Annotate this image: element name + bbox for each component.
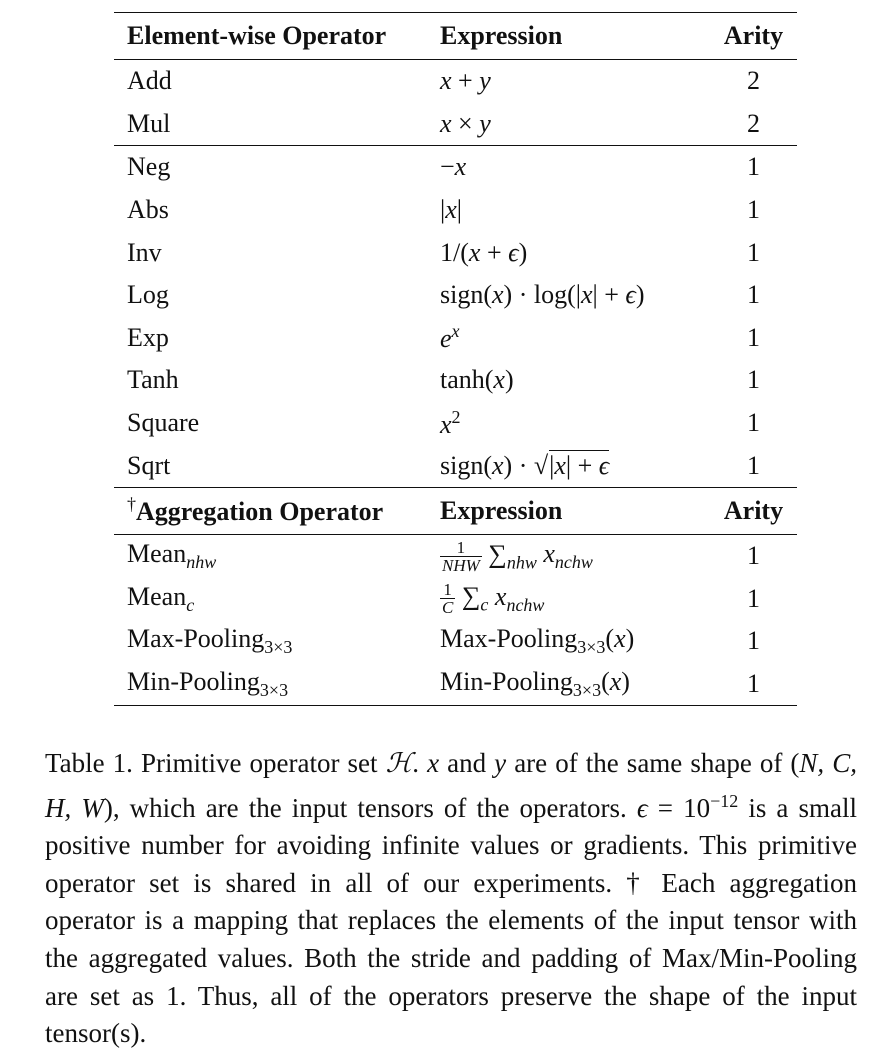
- operator-table: [114, 12, 797, 706]
- header-aggregation-operator: [114, 487, 440, 534]
- header-expression: Expression: [440, 13, 710, 60]
- op-expression: $x^2$: [440, 406, 461, 439]
- op-name: Tanh: [127, 365, 179, 395]
- op-expression: Min-Pooling$_{3\times 3}$(x): [440, 663, 710, 706]
- table-header-row: [114, 13, 797, 60]
- table-row: [114, 274, 797, 317]
- op-arity: 1: [710, 663, 797, 706]
- op-expression: $\frac{1}{C}$ $\sum_c$ $x_{nchw}$: [442, 580, 545, 618]
- op-expression: $e^x$: [440, 321, 460, 354]
- op-expression: sign(x) · √|x| + ϵ: [440, 451, 610, 481]
- op-arity: 1: [747, 626, 760, 656]
- op-name: Abs: [127, 195, 169, 225]
- table-row: [114, 359, 797, 402]
- op-arity: 1: [747, 541, 760, 571]
- table-row: [114, 189, 797, 232]
- op-arity: 1: [747, 365, 760, 395]
- header-expression: Expression: [440, 487, 710, 534]
- table-row: [114, 534, 797, 577]
- op-arity: 1: [747, 280, 760, 310]
- op-name: Square: [127, 408, 200, 438]
- header-arity: Arity: [710, 13, 797, 60]
- op-name-base: Mean: [127, 539, 187, 569]
- op-arity: 1: [747, 195, 760, 225]
- op-arity: 1: [710, 146, 797, 189]
- op-name-base: Mean: [127, 581, 187, 611]
- op-name-subscript: nhw: [186, 552, 217, 573]
- table-row: [114, 231, 797, 274]
- op-name: [114, 663, 440, 706]
- op-name: Add: [127, 66, 172, 96]
- op-expression: |x|: [440, 195, 462, 225]
- table-row: [114, 402, 797, 445]
- table-row: [114, 317, 797, 360]
- op-name: [114, 534, 440, 577]
- op-arity: 2: [747, 108, 760, 138]
- table-row: [114, 146, 797, 189]
- aggregation-header-row: [114, 487, 797, 534]
- op-expression: x × y: [440, 108, 491, 138]
- op-expression: $\frac{1}{\text{NHW}}$ $\sum_{nhw}$ $x_{nchw}$: [442, 537, 593, 575]
- table-row: [114, 578, 797, 621]
- dagger-mark: †: [127, 494, 136, 515]
- op-name: [114, 620, 440, 663]
- op-arity: 1: [747, 450, 760, 480]
- table-row: [114, 60, 797, 103]
- op-name-base: Min-Pooling: [127, 667, 260, 697]
- op-name: Log: [127, 280, 169, 310]
- table-row: [114, 444, 797, 487]
- op-expression: x + y: [440, 66, 491, 96]
- table-row: [114, 663, 797, 706]
- op-expression: tanh(x): [440, 365, 514, 395]
- op-arity: 1: [747, 408, 760, 438]
- header-operator: Element-wise Operator: [114, 13, 440, 60]
- op-name: Exp: [127, 322, 169, 352]
- op-arity: 1: [747, 237, 760, 267]
- table-row: [114, 103, 797, 146]
- op-name: Mul: [127, 108, 171, 138]
- op-expression: 1/(x + ϵ): [440, 237, 528, 267]
- header-arity: Arity: [710, 487, 797, 534]
- table-row: [114, 620, 797, 663]
- op-name-base: Max-Pooling: [127, 624, 265, 654]
- op-arity: 1: [747, 583, 760, 613]
- op-name-subscript: c: [186, 594, 195, 615]
- op-name-subscript: 3×3: [264, 637, 293, 658]
- table-caption: Table 1. Primitive operator set ℋ. x and y are of the same shape of (N, C, H, W), which are the input tensors of the operators. $\epsilon = 10^{-12}$ is a small positive number for avoiding infinite values or gradients. This primitive operator set is shared in all of our experiments. † Each aggregation operator is a mapping that replaces the elements of the input tensor with the aggregated values. Both the stride and padding of Max/Min-Pooling are set as 1. Thus, all of the operators preserve the shape of the input tensor(s).: [45, 748, 857, 1049]
- op-expression: −x: [440, 146, 710, 189]
- op-arity: 1: [747, 322, 760, 352]
- op-expression: sign(x) · log(|x| + ϵ): [440, 280, 645, 310]
- header-aggregation-label: Aggregation Operator: [136, 497, 384, 527]
- op-name-subscript: 3×3: [259, 680, 289, 701]
- op-name: Sqrt: [127, 450, 171, 480]
- op-name: [114, 578, 440, 621]
- op-name: Neg: [114, 146, 440, 189]
- op-expression: Max-Pooling$_{3\times 3}$(x): [440, 624, 635, 658]
- op-name: Inv: [127, 237, 162, 267]
- op-arity: 2: [747, 66, 760, 96]
